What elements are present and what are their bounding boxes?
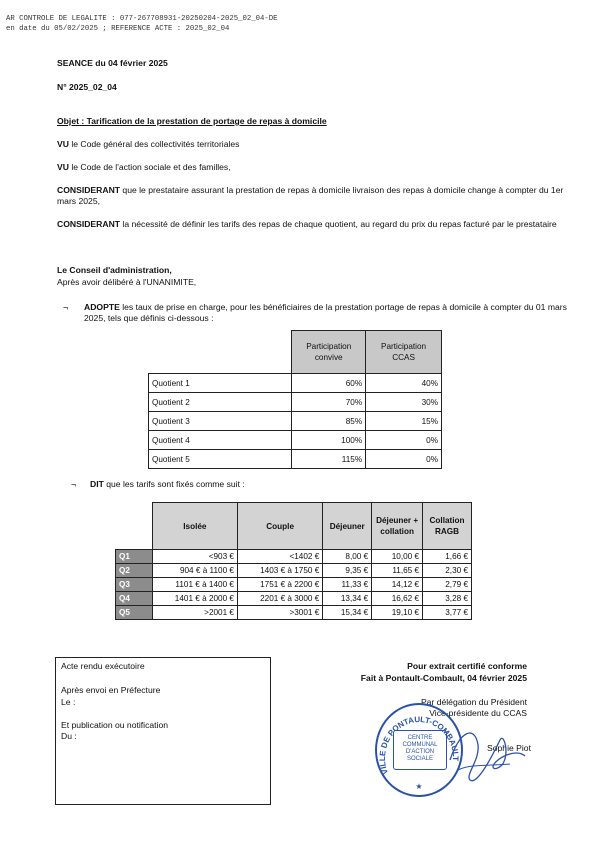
table-row — [116, 564, 472, 578]
adopte-text: les taux de prise en charge, pour les bénéficiaires de la prestation portage de repas à domicile à compter du 01 mars 2025, tels que définis ci-dessous : — [84, 302, 567, 323]
seal-ring-text: VILLE DE PONTAULT-COMBAULT — [377, 714, 461, 776]
collation-value: 3,77 € — [423, 606, 472, 620]
isolee-value: >2001 € — [152, 606, 237, 620]
vice-president-line: Vice-présidente du CCAS — [429, 708, 527, 718]
dejeuner-value: 9,35 € — [323, 564, 372, 578]
collation-value: 1,66 € — [423, 550, 472, 564]
quotient-code: Q5 — [116, 606, 153, 620]
table-row — [149, 374, 442, 393]
considerant-text: que le prestataire assurant la prestation de repas à domicile livraison des repas à domicile change à compter du 1er mars 2025, — [57, 185, 564, 206]
convive-value: 60% — [292, 374, 366, 393]
isolee-value: <903 € — [152, 550, 237, 564]
conseil-heading: Le Conseil d'administration, — [57, 265, 172, 275]
ccas-value: 40% — [366, 374, 442, 393]
ccas-value: 15% — [366, 412, 442, 431]
considerant-keyword: CONSIDERANT — [57, 185, 121, 195]
header-collation-ragb: Collation RAGB — [423, 503, 472, 550]
considerant-text: la nécessité de définir les tarifs des repas de chaque quotient, au regard du prix du repas facturé par le prestataire — [120, 219, 557, 229]
couple-value: 1751 € à 2200 € — [237, 578, 322, 592]
convive-value: 100% — [292, 431, 366, 450]
dejeuner-collation-value: 11,65 € — [372, 564, 423, 578]
executory-label: Acte rendu exécutoire — [61, 661, 145, 671]
table-row — [116, 578, 472, 592]
dit-text: que les tarifs sont fixés comme suit : — [103, 479, 245, 489]
vu-keyword: VU — [57, 162, 69, 172]
quotient-code: Q2 — [116, 564, 153, 578]
considerant-paragraph-1 — [57, 185, 570, 207]
executory-box — [55, 657, 271, 805]
dejeuner-value: 13,34 € — [323, 592, 372, 606]
collation-value: 2,30 € — [423, 564, 472, 578]
table-row — [149, 431, 442, 450]
isolee-value: 904 € à 1100 € — [152, 564, 237, 578]
quotient-code: Q4 — [116, 592, 153, 606]
publication-date-label: Du : — [61, 731, 77, 741]
deliberation-statement: Après avoir délibéré à l'UNANIMITE, — [57, 277, 197, 287]
quotient-code: Q3 — [116, 578, 153, 592]
header-dejeuner: Déjeuner — [323, 503, 372, 550]
svg-text:★: ★ — [415, 782, 423, 791]
header-isolee: Isolée — [152, 503, 237, 550]
isolee-value: 1401 € à 2000 € — [152, 592, 237, 606]
dejeuner-collation-value: 16,62 € — [372, 592, 423, 606]
table-row — [149, 450, 442, 469]
table-row — [116, 592, 472, 606]
table-row — [116, 550, 472, 564]
isolee-value: 1101 € à 1400 € — [152, 578, 237, 592]
adopte-keyword: ADOPTE — [84, 302, 120, 312]
dejeuner-value: 11,33 € — [323, 578, 372, 592]
tarifs-table — [115, 502, 472, 620]
seal-center-frame — [393, 730, 447, 770]
couple-value: 2201 € à 3000 € — [237, 592, 322, 606]
vu-text: le Code général des collectivités territoriales — [68, 139, 240, 149]
deliberation-number: N° 2025_02_04 — [57, 82, 117, 92]
adopte-paragraph — [84, 302, 570, 324]
considerant-keyword: CONSIDERANT — [57, 219, 121, 229]
header-participation-convive: Participation convive — [292, 331, 366, 374]
couple-value: <1402 € — [237, 550, 322, 564]
convive-value: 85% — [292, 412, 366, 431]
participation-header-row — [149, 331, 442, 374]
dejeuner-value: 8,00 € — [323, 550, 372, 564]
legality-line-1: AR CONTROLE DE LEGALITE : 077-267708931-20250204-2025_02_04-DE — [6, 15, 278, 23]
handwritten-signature — [440, 720, 530, 790]
adopte-bullet: ¬ — [63, 302, 69, 312]
convive-value: 70% — [292, 393, 366, 412]
prefecture-date-label: Le : — [61, 697, 76, 707]
dit-paragraph — [90, 479, 245, 490]
dejeuner-collation-value: 14,12 € — [372, 578, 423, 592]
dit-bullet: ¬ — [71, 479, 77, 489]
quotient-label: Quotient 2 — [149, 393, 292, 412]
header-couple: Couple — [237, 503, 322, 550]
legality-header — [6, 14, 278, 34]
quotient-code: Q1 — [116, 550, 153, 564]
seal-center-text: CENTRE COMMUNAL D'ACTION SOCIALE — [402, 735, 438, 762]
couple-value: >3001 € — [237, 606, 322, 620]
table-row — [116, 606, 472, 620]
dejeuner-value: 15,34 € — [323, 606, 372, 620]
place-date-line: Fait à Pontault-Combault, 04 février 2025 — [360, 673, 527, 683]
signatory-name: Sophie Piot — [487, 743, 531, 753]
quotient-label: Quotient 5 — [149, 450, 292, 469]
publication-label: Et publication ou notification — [61, 720, 169, 730]
vu-text: le Code de l'action sociale et des familles, — [68, 162, 231, 172]
considerant-paragraph-2 — [57, 219, 570, 230]
quotient-label: Quotient 3 — [149, 412, 292, 431]
header-dejeuner-collation: Déjeuner + collation — [372, 503, 423, 550]
header-participation-ccas: Participation CCAS — [366, 331, 442, 374]
collation-value: 3,28 € — [423, 592, 472, 606]
vu-paragraph-1 — [57, 139, 567, 150]
dejeuner-collation-value: 19,10 € — [372, 606, 423, 620]
vu-paragraph-2 — [57, 162, 567, 173]
couple-value: 1403 € à 1750 € — [237, 564, 322, 578]
seance-date: SEANCE du 04 février 2025 — [57, 58, 168, 68]
ccas-value: 0% — [366, 431, 442, 450]
vu-keyword: VU — [57, 139, 69, 149]
quotient-label: Quotient 1 — [149, 374, 292, 393]
ccas-value: 0% — [366, 450, 442, 469]
table-row — [149, 412, 442, 431]
dejeuner-collation-value: 10,00 € — [372, 550, 423, 564]
objet-title: Objet : Tarification de la prestation de portage de repas à domicile — [57, 116, 327, 126]
delegation-line: Par délégation du Président — [420, 697, 527, 707]
ccas-value: 30% — [366, 393, 442, 412]
convive-value: 115% — [292, 450, 366, 469]
certification-line: Pour extrait certifié conforme — [407, 661, 527, 671]
table-row — [149, 393, 442, 412]
dit-keyword: DIT — [90, 479, 104, 489]
participation-table — [148, 330, 442, 469]
quotient-label: Quotient 4 — [149, 431, 292, 450]
prefecture-label: Après envoi en Préfecture — [61, 685, 161, 695]
legality-line-2: en date du 05/02/2025 ; REFERENCE ACTE : 2025_02_04 — [6, 25, 230, 33]
tarifs-header-row — [116, 503, 472, 550]
collation-value: 2,79 € — [423, 578, 472, 592]
